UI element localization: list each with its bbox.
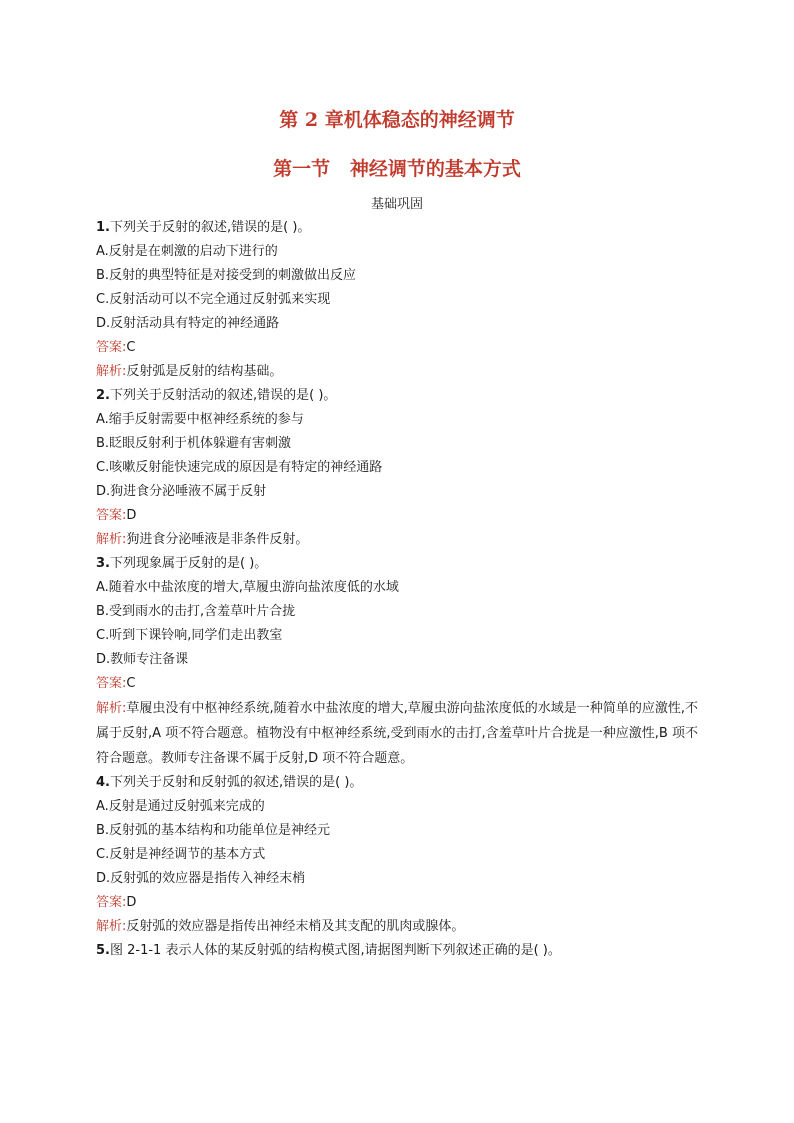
question-number: 1.	[96, 220, 110, 235]
answer-line	[96, 336, 698, 360]
question-number: 5.	[96, 943, 110, 958]
answer-label: 答案:	[96, 508, 127, 523]
option-c: C.反射是神经调节的基本方式	[96, 847, 266, 862]
option-a: A.缩手反射需要中枢神经系统的参与	[96, 412, 304, 427]
question-list	[96, 216, 698, 963]
option-a: A.反射是通过反射弧来完成的	[96, 799, 265, 814]
analysis-text: 反射弧是反射的结构基础。	[126, 364, 283, 379]
analysis-label: 解析:	[96, 919, 127, 934]
option-d: D.反射活动具有特定的神经通路	[96, 316, 280, 331]
answer-line	[96, 504, 698, 528]
analysis-label: 解析:	[96, 701, 127, 716]
question-stem	[96, 771, 698, 795]
analysis-text: 狗进食分泌唾液是非条件反射。	[126, 532, 309, 547]
analysis-label: 解析:	[96, 364, 127, 379]
section-subtitle: 基础巩固	[370, 197, 423, 212]
analysis-line	[96, 915, 698, 939]
option-c: C.听到下课铃响,同学们走出教室	[96, 628, 283, 643]
answer-line	[96, 672, 698, 696]
question-stem	[96, 216, 698, 240]
question-text: 下列现象属于反射的是( )。	[109, 556, 268, 571]
analysis-label: 解析:	[96, 532, 127, 547]
option-a: A.随着水中盐浓度的增大,草履虫游向盐浓度低的水域	[96, 580, 399, 595]
question-number: 3.	[96, 556, 110, 571]
answer-value: C	[126, 340, 136, 355]
option-b: B.反射弧的基本结构和功能单位是神经元	[96, 823, 331, 838]
answer-value: C	[126, 676, 136, 691]
question-text: 下列关于反射和反射弧的叙述,错误的是( )。	[109, 775, 363, 790]
answer-label: 答案:	[96, 340, 127, 355]
section-title: 第一节 神经调节的基本方式	[273, 158, 521, 180]
option-b: B.受到雨水的击打,含羞草叶片合拢	[96, 604, 296, 619]
answer-label: 答案:	[96, 676, 127, 691]
question-stem	[96, 552, 698, 576]
analysis-line	[96, 360, 698, 384]
question-stem	[96, 384, 698, 408]
option-b: B.眨眼反射利于机体躲避有害刺激	[96, 436, 292, 451]
analysis-line	[96, 528, 698, 552]
option-d: D.教师专注备课	[96, 652, 189, 667]
analysis-text: 草履虫没有中枢神经系统,随着水中盐浓度的增大,草履虫游向盐浓度低的水域是一种简单的应激性,不属于反射,A 项不符合题意。植物没有中枢神经系统,受到雨水的击打,含羞草叶片合拢是一种应激性,B 项不符合题意。教师专注备课不属于反射,D 项不符合题意。	[96, 701, 698, 766]
option-c: C.反射活动可以不完全通过反射弧来实现	[96, 292, 331, 307]
chapter-title: 第 2 章机体稳态的神经调节	[279, 109, 515, 131]
option-c: C.咳嗽反射能快速完成的原因是有特定的神经通路	[96, 460, 383, 475]
option-a: A.反射是在刺激的启动下进行的	[96, 244, 278, 259]
answer-value: D	[126, 895, 137, 910]
analysis-text: 反射弧的效应器是指传出神经末梢及其支配的肌肉或腺体。	[126, 919, 465, 934]
option-d: D.狗进食分泌唾液不属于反射	[96, 484, 267, 499]
question-text: 下列关于反射的叙述,错误的是( )。	[109, 220, 311, 235]
option-b: B.反射的典型特征是对接受到的刺激做出反应	[96, 268, 357, 283]
question-number: 4.	[96, 775, 110, 790]
option-d: D.反射弧的效应器是指传入神经末梢	[96, 871, 306, 886]
question-text: 图 2-1-1 表示人体的某反射弧的结构模式图,请据图判断下列叙述正确的是( )。	[109, 943, 561, 958]
question-number: 2.	[96, 388, 110, 403]
answer-line	[96, 891, 698, 915]
analysis-paragraph	[96, 696, 698, 771]
question-stem	[96, 939, 698, 963]
question-text: 下列关于反射活动的叙述,错误的是( )。	[109, 388, 337, 403]
answer-label: 答案:	[96, 895, 127, 910]
answer-value: D	[126, 508, 137, 523]
